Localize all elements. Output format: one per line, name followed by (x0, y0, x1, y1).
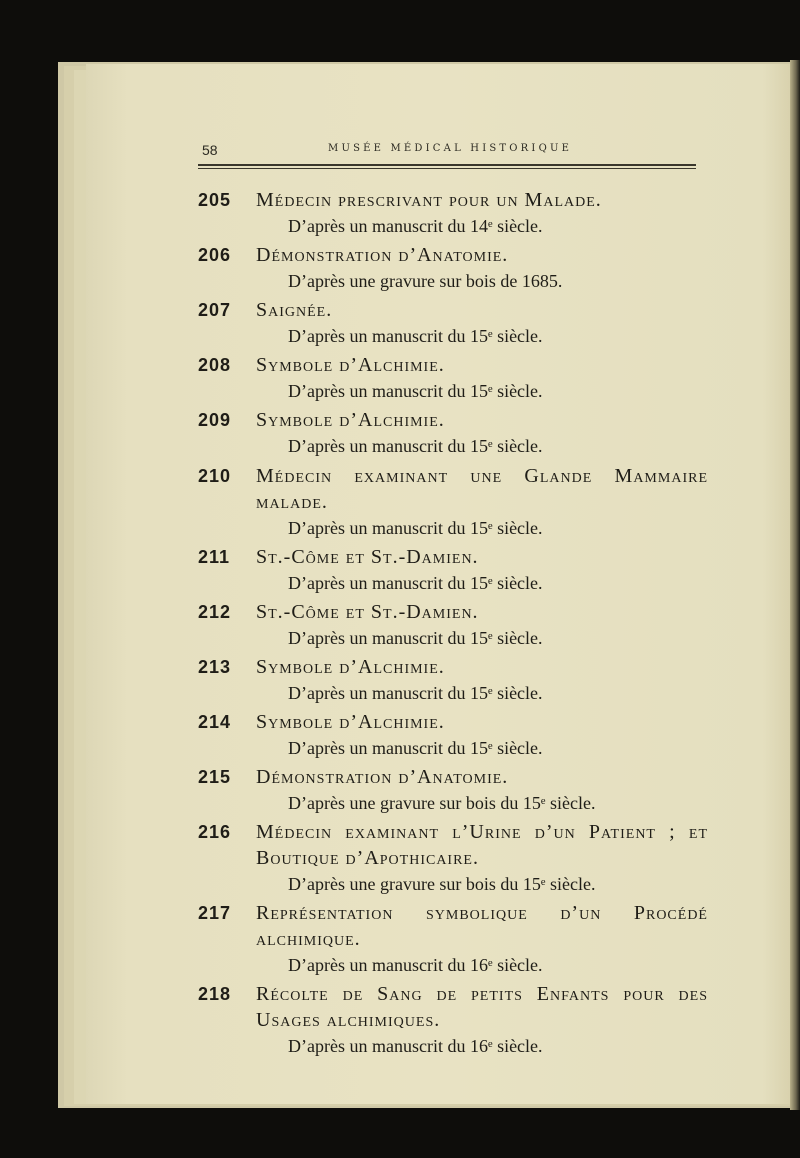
entry-title: Représentation symbolique d’un Procédé alchimique. (256, 902, 708, 950)
entry-title: Symbole d’Alchimie. (256, 656, 445, 678)
entry-title: Démonstration d’Anatomie. (256, 766, 509, 788)
entry-title: Médecin prescrivant pour un Malade. (256, 189, 602, 211)
catalogue-entry (198, 709, 708, 763)
entry-number: 206 (198, 245, 232, 265)
entry-number: 217 (198, 903, 232, 923)
entry-source: D’après un manuscrit du 15ᵉ siècle. (288, 326, 543, 346)
catalogue-entry (198, 407, 708, 462)
entry-title: Symbole d’Alchimie. (256, 409, 445, 431)
entry-source: D’après un manuscrit du 15ᵉ siècle. (288, 518, 543, 538)
entry-source: D’après un manuscrit du 16ᵉ siècle. (288, 1036, 543, 1056)
entry-number: 205 (198, 190, 232, 210)
entry-source: D’après un manuscrit du 15ᵉ siècle. (288, 683, 543, 703)
book-spine (790, 60, 800, 1110)
entry-number: 208 (198, 355, 232, 375)
entry-source: D’après un manuscrit du 16ᵉ siècle. (288, 955, 543, 975)
entry-number: 218 (198, 984, 232, 1004)
running-title: MUSÉE MÉDICAL HISTORIQUE (328, 143, 573, 154)
catalogue-entry (198, 981, 708, 1061)
entry-number: 214 (198, 712, 232, 732)
header-rule (198, 164, 696, 166)
entry-title: Symbole d’Alchimie. (256, 711, 445, 733)
catalogue-entry (198, 352, 708, 406)
entry-number: 216 (198, 822, 232, 842)
entry-title: Médecin examinant l’Urine d’un Patient ; et Boutique d’Apothicaire. (256, 821, 708, 869)
entry-number: 215 (198, 767, 232, 787)
entry-number: 210 (198, 466, 232, 486)
entry-title: Symbole d’Alchimie. (256, 354, 445, 376)
page-header (198, 142, 698, 160)
entry-source: D’après un manuscrit du 14ᵉ siècle. (288, 216, 543, 236)
entry-title: Démonstration d’Anatomie. (256, 244, 509, 266)
catalogue-entry (198, 187, 708, 241)
entry-source: D’après une gravure sur bois du 15ᵉ siècle. (288, 793, 596, 813)
entry-title: St.-Côme et St.-Damien. (256, 546, 479, 568)
entry-source: D’après un manuscrit du 15ᵉ siècle. (288, 628, 543, 648)
entry-title: St.-Côme et St.-Damien. (256, 601, 479, 623)
catalogue-entry (198, 242, 708, 296)
header-rule (198, 168, 696, 169)
catalogue-entry (198, 819, 708, 899)
entry-number: 212 (198, 602, 232, 622)
entry-source: D’après un manuscrit du 15ᵉ siècle. (288, 381, 543, 401)
entry-number: 211 (198, 547, 231, 567)
catalogue-entry (198, 297, 708, 351)
catalogue-entry (198, 599, 708, 653)
catalogue-entry (198, 900, 708, 980)
catalogue-list (198, 187, 708, 1061)
entry-title: Médecin examinant une Glande Mammaire malade. (256, 465, 708, 513)
entry-source: D’après un manuscrit du 15ᵉ siècle. (288, 738, 543, 758)
catalogue-entry (198, 654, 708, 708)
entry-source: D’après une gravure sur bois du 15ᵉ siècle. (288, 874, 596, 894)
entry-title: Saignée. (256, 299, 333, 321)
entry-number: 207 (198, 300, 232, 320)
entry-number: 209 (198, 410, 232, 430)
entry-source: D’après un manuscrit du 15ᵉ siècle. (288, 436, 543, 456)
entry-number: 213 (198, 657, 232, 677)
entry-source: D’après un manuscrit du 15ᵉ siècle. (288, 573, 543, 593)
catalogue-entry (198, 463, 708, 543)
entry-source: D’après une gravure sur bois de 1685. (288, 271, 563, 291)
catalogue-entry (198, 544, 708, 598)
entry-title: Récolte de Sang de petits Enfants pour des Usages alchimiques. (256, 983, 708, 1031)
catalogue-entry (198, 764, 708, 818)
page-number: 58 (202, 142, 218, 158)
